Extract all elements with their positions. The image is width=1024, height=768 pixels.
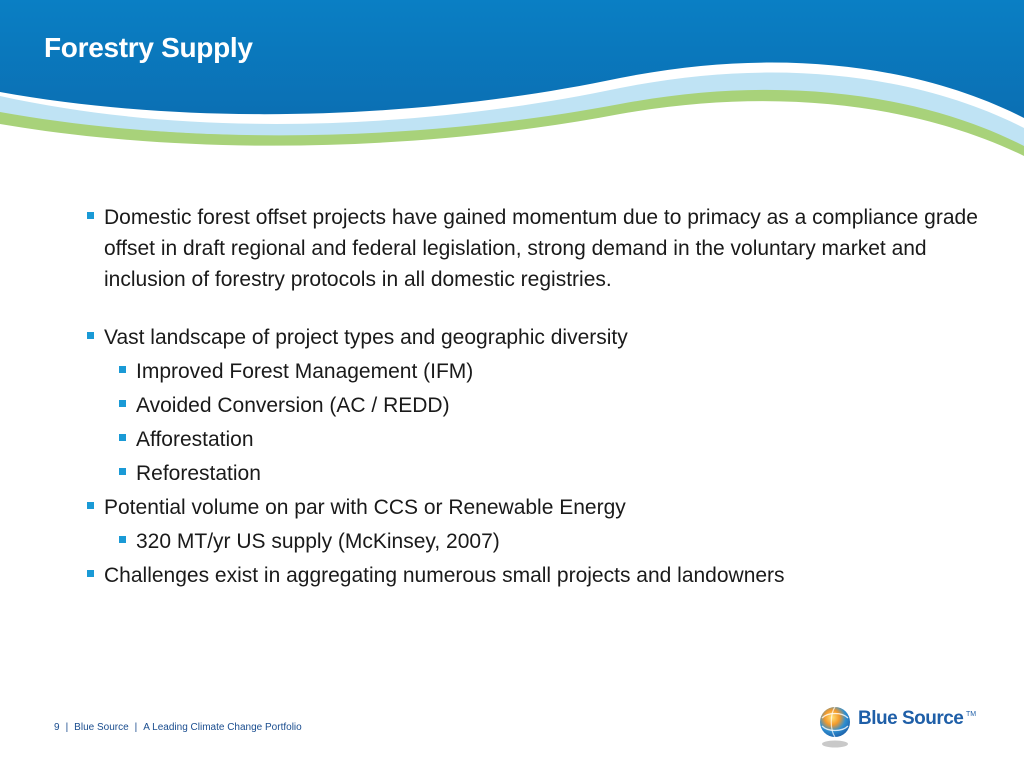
bullet-item [84,202,984,295]
sub-bullet-item [84,424,984,455]
logo-trademark: TM [966,711,977,718]
bullet-square-icon [87,502,94,509]
bullet-square-icon [87,570,94,577]
bullet-text: Challenges exist in aggregating numerous small projects and landowners [104,564,785,587]
bullet-text: Vast landscape of project types and geographic diversity [104,326,628,349]
header-wave-background [0,0,1024,170]
bullet-item [84,492,984,523]
footer-separator: | [134,722,138,733]
bullet-square-icon [87,212,94,219]
footer-page-number: 9 [54,722,60,733]
bullet-list [84,202,984,591]
bullet-text: Domestic forest offset projects have gained momentum due to primacy as a compliance grade offset in draft regional and federal legislation, strong demand in the voluntary market and inclusion of forestry protocols in all domestic registries. [104,206,978,291]
slide-title: Forestry Supply [44,32,253,63]
sub-bullet-text: Afforestation [136,428,254,451]
bullet-square-icon [119,468,126,475]
bullet-square-icon [119,434,126,441]
sub-bullet-item [84,458,984,489]
bullet-square-icon [119,536,126,543]
sub-bullet-text: 320 MT/yr US supply (McKinsey, 2007) [136,530,500,553]
bullet-text: Potential volume on par with CCS or Renewable Energy [104,496,626,519]
footer-separator: | [65,722,69,733]
logo-wordmark: Blue Source [858,708,964,729]
footer [54,722,302,733]
bullet-square-icon [119,366,126,373]
bullet-square-icon [87,332,94,339]
sub-bullet-item [84,356,984,387]
sub-bullet-item [84,390,984,421]
sub-bullet-text: Avoided Conversion (AC / REDD) [136,394,450,417]
bullet-item [84,560,984,591]
sub-bullet-text: Improved Forest Management (IFM) [136,360,474,383]
sub-bullet-text: Reforestation [136,462,261,485]
sub-bullet-item [84,526,984,557]
footer-tagline: A Leading Climate Change Portfolio [143,722,302,733]
footer-company: Blue Source [74,722,129,733]
bullet-square-icon [119,400,126,407]
bullet-item [84,322,984,353]
